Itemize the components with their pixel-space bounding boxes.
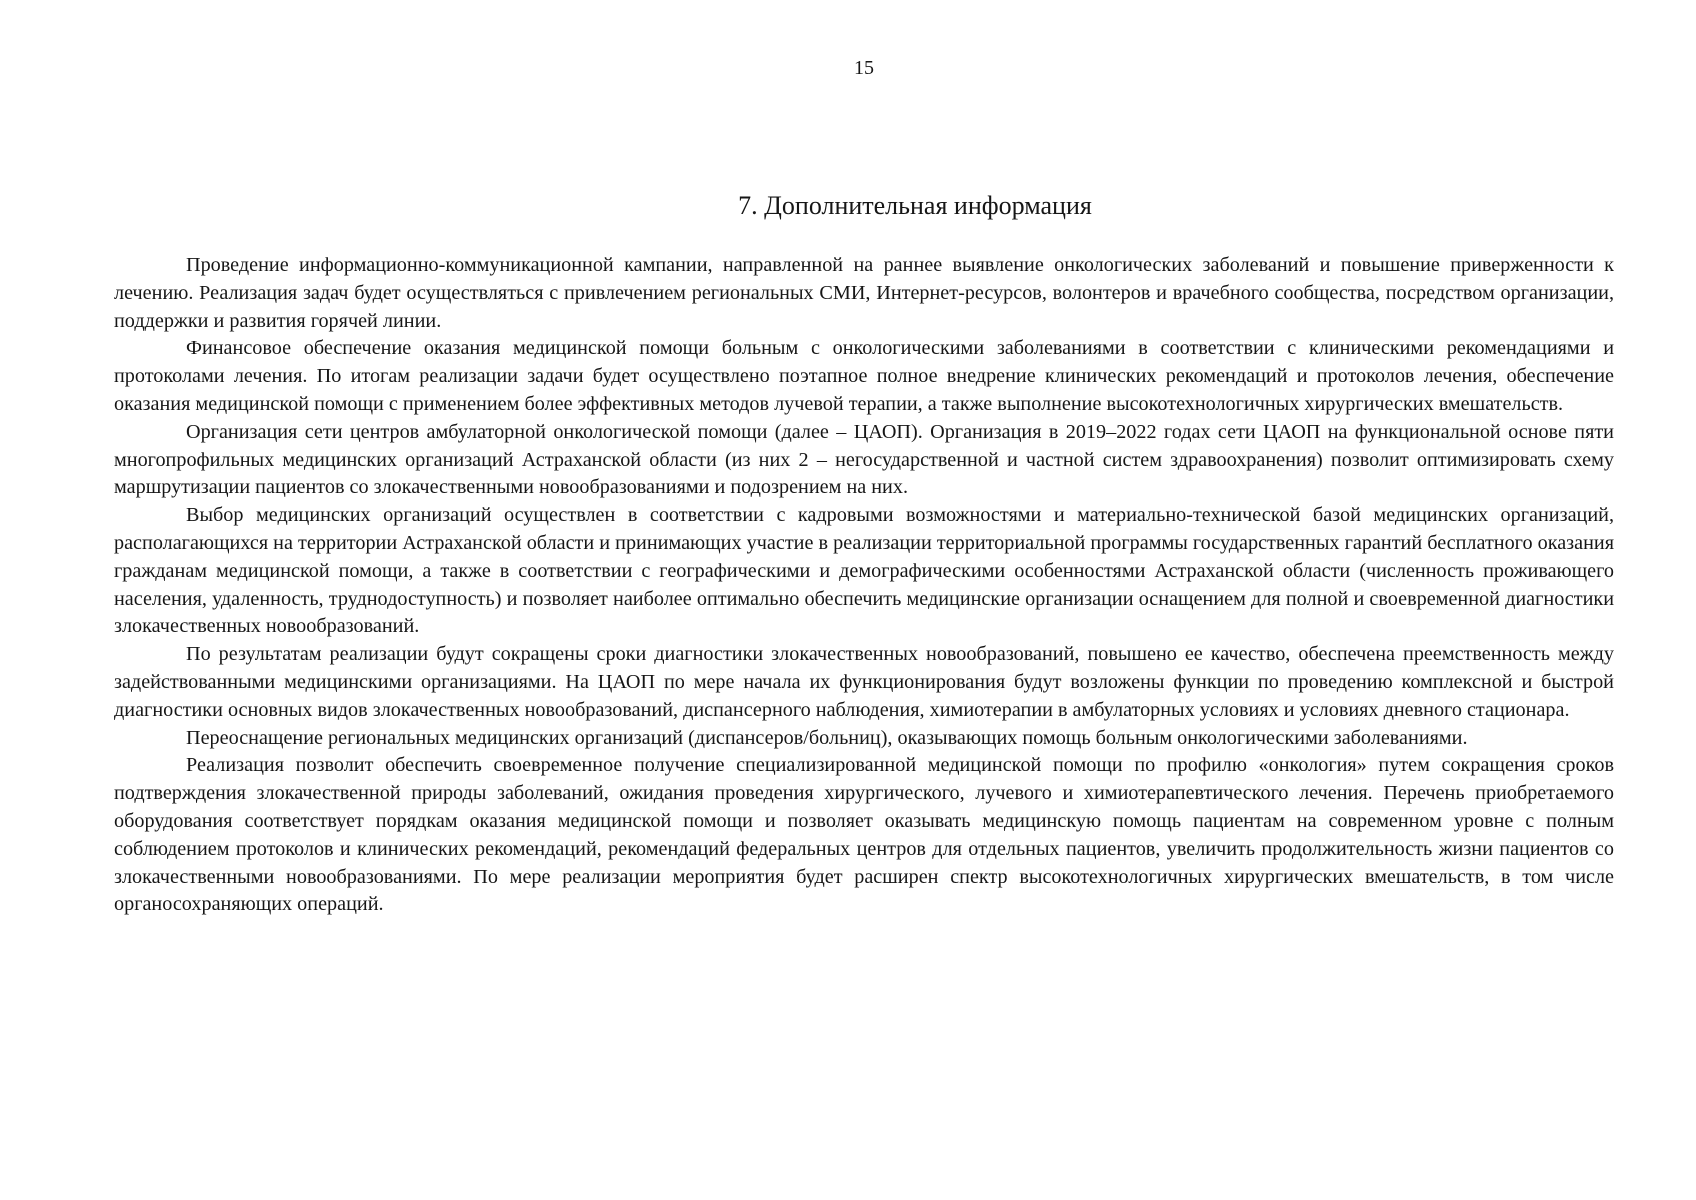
paragraph-reequipment: Переоснащение региональных медицинских организаций (диспансеров/больниц), оказывающих помощь больным онкологическими заболеваниями.	[186, 726, 1468, 749]
section-title: 7. Дополнительная информация	[738, 191, 1092, 220]
paragraph-implementation: Реализация позволит обеспечить своевременное получение специализированной медицинской помощи по профилю «онкология» путем сокращения сроков подтверждения злокачественной природы заболеваний, ожидания проведения хирургического, лучевого и химиотерапевтического лечения. Перечень приобретаемого оборудования соответствует порядкам оказания медицинской помощи и позволяет оказывать медицинскую помощь пациентам на современном уровне с полным соблюдением протоколов и клинических рекомендаций, рекомендаций федеральных центров для отдельных пациентов, увеличить продолжительность жизни пациентов со злокачественными новообразованиями. По мере реализации мероприятия будет расширен спектр высокотехнологичных хирургических вмешательств, в том числе органосохраняющих операций.	[114, 754, 1614, 916]
paragraph-info-campaign: Проведение информационно-коммуникационной кампании, направленной на раннее выявление онкологических заболеваний и повышение приверженности к лечению. Реализация задач будет осуществляться с привлечением региональных СМИ, Интернет-ресурсов, волонтеров и врачебного сообщества, посредством организации, поддержки и развития горячей линии.	[114, 254, 1614, 332]
paragraph-financing: Финансовое обеспечение оказания медицинской помощи больным с онкологическими заболеваниями в соответствии с клиническими рекомендациями и протоколами лечения. По итогам реализации задачи будет осуществлено поэтапное полное внедрение клинических рекомендаций и протоколов лечения, обеспечение оказания медицинской помощи с применением более эффективных методов лучевой терапии, а также выполнение высокотехнологичных хирургических вмешательств.	[114, 337, 1614, 415]
paragraph-results: По результатам реализации будут сокращены сроки диагностики злокачественных новообразований, повышено ее качество, обеспечена преемственность между задействованными медицинскими организациями. На ЦАОП по мере начала их функционирования будут возложены функции по проведению комплексной и быстрой диагностики основных видов злокачественных новообразований, диспансерного наблюдения, химиотерапии в амбулаторных условиях и условиях дневного стационара.	[114, 643, 1614, 721]
paragraph-org-selection: Выбор медицинских организаций осуществлен в соответствии с кадровыми возможностями и материально-технической базой медицинских организаций, располагающихся на территории Астраханской области и принимающих участие в реализации территориальной программы государственных гарантий бесплатного оказания гражданам медицинской помощи, а также в соответствии с географическими и демографическими особенностями Астраханской области (численность проживающего населения, удаленность, труднодоступность) и позволяет наиболее оптимально обеспечить медицинские организации оснащением для полной и своевременной диагностики злокачественных новообразований.	[114, 504, 1614, 638]
page-number: 15	[854, 57, 874, 79]
paragraph-caop-network: Организация сети центров амбулаторной онкологической помощи (далее – ЦАОП). Организация в 2019–2022 годах сети ЦАОП на функциональной основе пяти многопрофильных медицинских организаций Астраханской области (из них 2 – негосударственной и частной систем здравоохранения) позволит оптимизировать схему маршрутизации пациентов со злокачественными новообразованиями и подозрением на них.	[114, 420, 1614, 499]
document-body	[114, 252, 1614, 919]
